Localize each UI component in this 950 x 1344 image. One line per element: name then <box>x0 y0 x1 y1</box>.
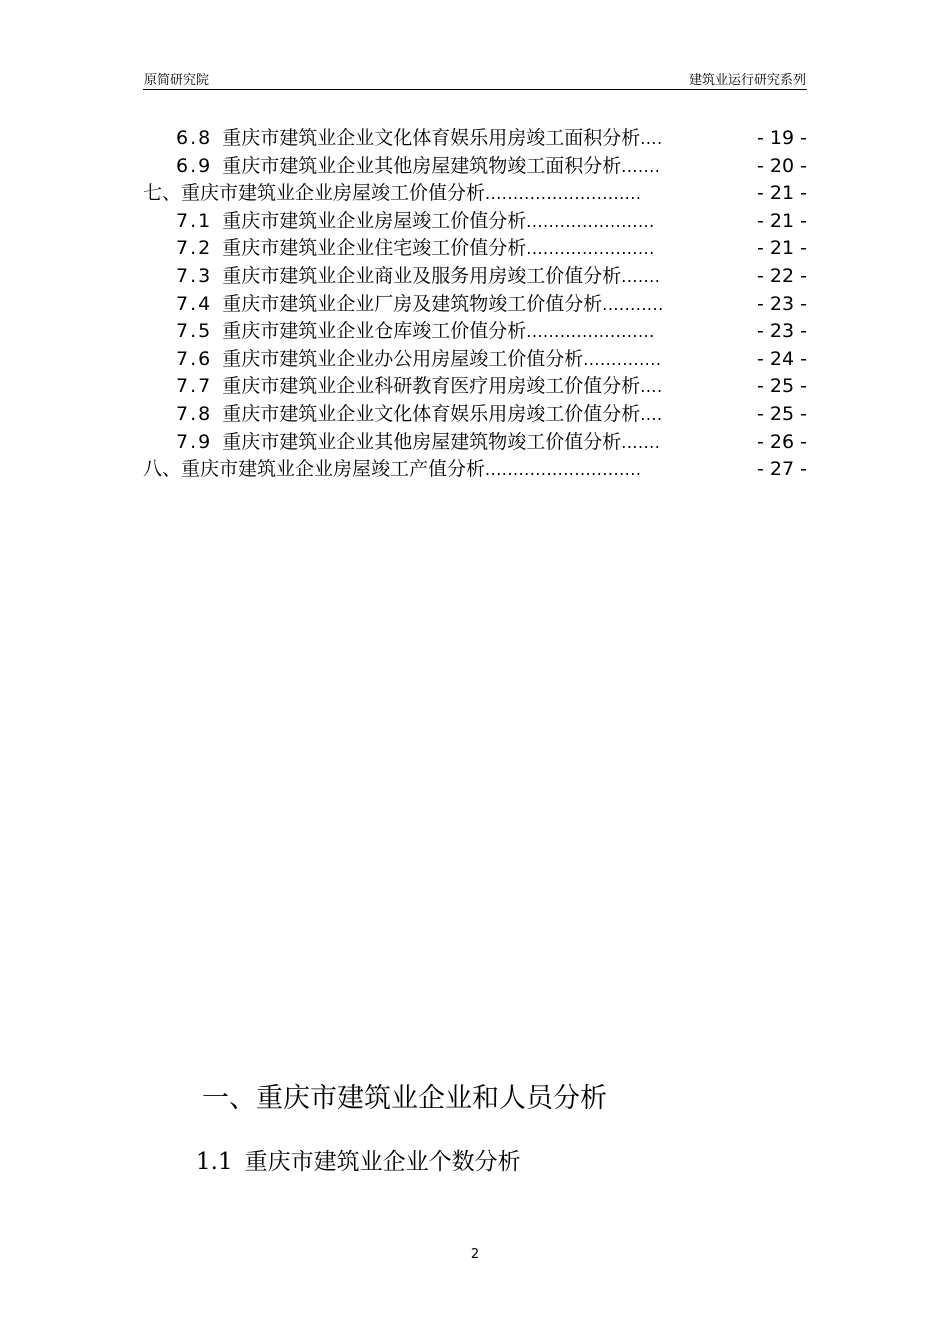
toc-entry[interactable] <box>143 316 807 344</box>
toc-entry[interactable] <box>143 206 807 234</box>
toc-entry[interactable] <box>143 123 807 151</box>
toc-entry-page: - 24 - <box>757 347 807 370</box>
toc-entry-title: 重庆市建筑业企业商业及服务用房竣工价值分析 <box>222 264 622 287</box>
toc-leader-dots: ....................... <box>526 322 655 342</box>
toc-entry-title: 重庆市建筑业企业其他房屋建筑物竣工价值分析 <box>222 430 622 453</box>
subsection-title: 重庆市建筑业企业个数分析 <box>244 1149 521 1175</box>
toc-entry-page: - 21 - <box>757 182 807 205</box>
toc-entry[interactable] <box>143 151 807 179</box>
toc-leader-dots: .... <box>640 129 663 148</box>
toc-entry-number: 7.9 <box>176 430 213 453</box>
toc-leader-dots: ............................ <box>485 184 642 204</box>
toc-entry-page: - 25 - <box>757 402 807 425</box>
toc-entry-title: 重庆市建筑业企业住宅竣工价值分析 <box>222 237 527 260</box>
toc-entry-page: - 27 - <box>757 458 807 481</box>
toc-leader-dots: ....... <box>621 266 661 286</box>
subsection-number: 1.1 <box>196 1149 233 1175</box>
toc-entry[interactable] <box>143 344 807 372</box>
toc-entry[interactable] <box>143 399 807 427</box>
toc-entry-title: 重庆市建筑业企业文化体育娱乐用房竣工价值分析 <box>222 402 641 425</box>
header-left-text: 原简研究院 <box>144 73 210 88</box>
toc-entry-number: 7.7 <box>176 375 213 398</box>
toc-leader-dots: .... <box>640 404 663 424</box>
section-heading: 一、重庆市建筑业企业和人员分析 <box>202 1083 607 1114</box>
toc-entry-number: 7.3 <box>176 264 213 287</box>
toc-entry-page: - 19 - <box>757 127 807 149</box>
toc-entry[interactable] <box>143 371 807 399</box>
toc-entry-title: 七、重庆市建筑业企业房屋竣工价值分析 <box>143 182 486 205</box>
toc-entry-page: - 26 - <box>757 430 807 453</box>
toc-entry[interactable] <box>143 289 807 317</box>
toc-entry-title: 重庆市建筑业企业房屋竣工价值分析 <box>222 209 527 232</box>
toc-entry-page: - 23 - <box>757 320 807 343</box>
toc-entry[interactable] <box>143 178 807 206</box>
toc-entry-title: 重庆市建筑业企业科研教育医疗用房竣工价值分析 <box>222 375 641 398</box>
toc-entry[interactable] <box>143 233 807 261</box>
toc-entry-number: 7.6 <box>176 347 213 370</box>
toc-entry-title: 八、重庆市建筑业企业房屋竣工产值分析 <box>143 458 486 481</box>
subsection-heading <box>196 1143 521 1176</box>
toc-entry[interactable] <box>143 454 807 482</box>
toc-entry-number: 7.2 <box>176 237 213 260</box>
toc-leader-dots: ........... <box>602 294 664 314</box>
toc-entry-title: 重庆市建筑业企业仓库竣工价值分析 <box>222 320 527 343</box>
table-of-contents <box>143 123 807 482</box>
toc-entry-number: 7.1 <box>176 209 213 232</box>
page-header <box>143 67 807 90</box>
toc-leader-dots: ....... <box>621 156 661 176</box>
toc-entry-page: - 21 - <box>757 237 807 260</box>
toc-entry-number: 7.4 <box>176 292 213 315</box>
toc-leader-dots: ....................... <box>526 239 655 259</box>
toc-entry-page: - 21 - <box>757 209 807 232</box>
toc-leader-dots: ....................... <box>526 211 655 231</box>
toc-entry-title: 重庆市建筑业企业办公用房屋竣工价值分析 <box>222 347 584 370</box>
toc-entry-number: 7.5 <box>176 320 213 343</box>
header-right-text: 建筑业运行研究系列 <box>688 73 806 88</box>
toc-entry[interactable] <box>143 427 807 455</box>
toc-leader-dots: ....... <box>621 432 661 452</box>
toc-entry-number: 6.9 <box>176 154 213 177</box>
toc-entry-title: 重庆市建筑业企业厂房及建筑物竣工价值分析 <box>222 292 603 315</box>
toc-entry-page: - 20 - <box>757 154 807 177</box>
toc-entry-page: - 22 - <box>757 264 807 287</box>
toc-entry-number: 7.8 <box>176 402 213 425</box>
toc-entry-title: 重庆市建筑业企业其他房屋建筑物竣工面积分析 <box>222 154 622 177</box>
toc-entry-number: 6.8 <box>176 127 213 149</box>
toc-entry-title: 重庆市建筑业企业文化体育娱乐用房竣工面积分析 <box>222 127 641 149</box>
toc-entry-page: - 23 - <box>757 292 807 315</box>
toc-leader-dots: .............. <box>583 349 662 369</box>
toc-entry[interactable] <box>143 261 807 289</box>
toc-entry-page: - 25 - <box>757 375 807 398</box>
toc-leader-dots: .... <box>640 377 663 397</box>
toc-leader-dots: ............................ <box>485 460 642 480</box>
page-number: 2 <box>470 1247 480 1262</box>
